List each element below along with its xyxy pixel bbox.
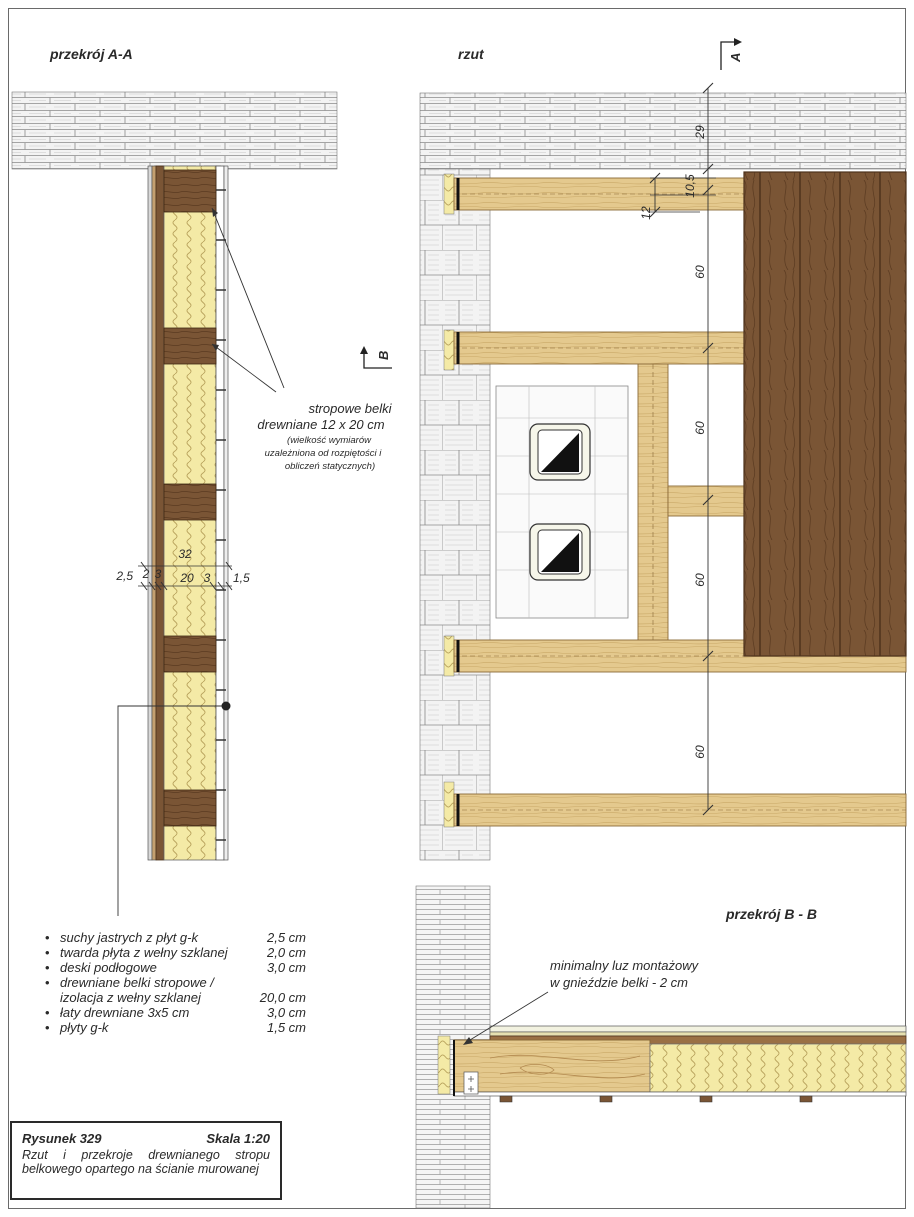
legend-item: [44, 1005, 306, 1020]
figure-scale: Skala 1:20: [206, 1131, 270, 1146]
legend-item-name: • płyty g-k: [44, 1020, 108, 1035]
dim-beam-spacing-4: 60: [693, 745, 707, 759]
legend-item-value: 2,5 cm: [266, 930, 306, 945]
legend-item: [44, 945, 306, 960]
floor-boards: [744, 172, 906, 656]
beam-note-line3: (wielkość wymiarów: [287, 435, 371, 446]
beam-note-line5: obliczeń statycznych): [284, 461, 376, 472]
section-aa-wall: [12, 92, 337, 169]
beam-note-line1: stropowe belki: [308, 401, 392, 416]
legend-item-name: izolacja z wełny szklanej: [60, 990, 201, 1005]
gap-note-line2: w gnieździe belki - 2 cm: [550, 975, 688, 990]
layer-legend: [44, 930, 306, 1035]
marker-a-label: A: [728, 52, 743, 62]
legend-item: [44, 930, 306, 945]
dim-spacing: 10,5: [683, 174, 697, 198]
dim-layer-4: 20: [180, 571, 194, 585]
legend-item-value: 3,0 cm: [266, 1005, 306, 1020]
plan-side-wall: [420, 169, 490, 860]
figure-caption: [10, 1121, 282, 1200]
figure-description: Rzut i przekroje drewnianego stropu belkowego opartego na ścianie murowanej: [22, 1148, 270, 1176]
dim-total: 32: [178, 547, 192, 561]
beam-note-line2: drewniane 12 x 20 cm: [257, 417, 385, 432]
marker-b-label: B: [376, 350, 391, 360]
dim-beam-width: 12: [639, 206, 653, 220]
legend-item: [44, 1020, 306, 1035]
section-aa-title: przekrój A-A: [50, 46, 133, 62]
legend-item: [44, 990, 306, 1005]
legend-item: [44, 975, 306, 990]
legend-item-name: • drewniane belki stropowe /: [44, 975, 214, 990]
trimmer-beams: [638, 348, 744, 641]
dim-layer-2: 2: [142, 567, 150, 581]
plan-title: rzut: [458, 46, 484, 62]
dim-beam-spacing-2: 60: [693, 421, 707, 435]
legend-item-name: • łaty drewniane 3x5 cm: [44, 1005, 189, 1020]
section-marker-a: [721, 38, 743, 70]
figure-number: Rysunek 329: [22, 1131, 102, 1146]
legend-item-name: • twarda płyta z wełny szklanej: [44, 945, 228, 960]
legend-item-name: • deski podłogowe: [44, 960, 157, 975]
section-aa-floor: [148, 166, 228, 860]
gap-note-line1: minimalny luz montażowy: [550, 958, 699, 973]
dim-layer-5: 3: [203, 571, 211, 585]
beam-note: [257, 401, 392, 472]
legend-item-value: 20,0 cm: [259, 990, 306, 1005]
legend-item-value: 3,0 cm: [266, 960, 306, 975]
dim-beam-spacing-3: 60: [693, 573, 707, 587]
legend-item-value: 2,0 cm: [266, 945, 306, 960]
dim-layer-1: 2,5: [116, 569, 133, 583]
section-marker-b: [360, 346, 392, 368]
dim-layer-3: 3: [154, 567, 162, 581]
section-bb-title: przekrój B - B: [726, 906, 818, 922]
dim-wall: 29: [693, 125, 707, 139]
legend-item: [44, 960, 306, 975]
dim-beam-spacing-1: 60: [693, 265, 707, 279]
legend-item-name: • suchy jastrych z płyt g-k: [44, 930, 198, 945]
beam-note-line4: uzależniona od rozpiętości i: [264, 448, 382, 459]
section-bb-floor: [438, 1026, 906, 1102]
legend-item-value: 1,5 cm: [266, 1020, 306, 1035]
dim-layer-6: 1,5: [233, 571, 250, 585]
chimney-block: [496, 386, 628, 618]
plan-top-wall: [420, 93, 906, 169]
